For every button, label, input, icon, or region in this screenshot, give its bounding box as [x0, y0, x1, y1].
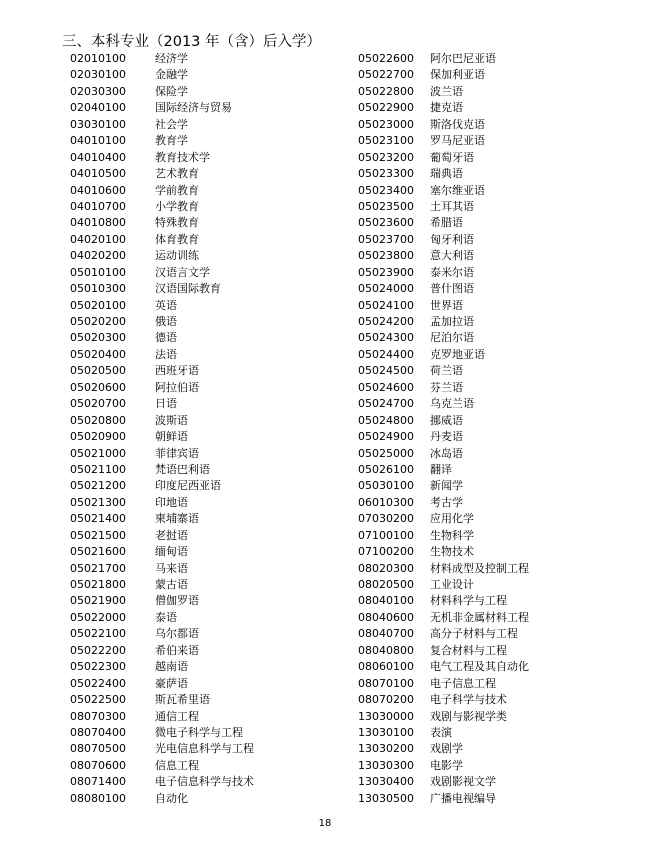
major-name: 梵语巴利语 [155, 462, 210, 476]
major-name: 意大利语 [430, 249, 474, 263]
major-name: 材料科学与工程 [430, 594, 507, 608]
major-name: 丹麦语 [430, 430, 463, 444]
major-name: 斯洛伐克语 [430, 117, 485, 131]
major-name: 法语 [155, 347, 177, 361]
major-name: 国际经济与贸易 [155, 101, 232, 115]
major-code: 08070300 [70, 709, 126, 723]
page-number: 18 [318, 818, 332, 829]
major-code: 05022300 [70, 660, 126, 674]
major-name: 马来语 [155, 561, 188, 575]
major-code: 05022600 [358, 52, 414, 65]
major-name: 考古学 [430, 495, 463, 509]
major-name: 表演 [430, 725, 452, 739]
major-name: 电子信息工程 [430, 676, 496, 690]
major-code: 05021600 [70, 545, 126, 559]
major-name: 希伯来语 [155, 643, 199, 657]
major-code: 05020900 [70, 430, 126, 444]
major-code: 05022200 [70, 643, 126, 657]
major-name: 电气工程及其自动化 [430, 660, 529, 674]
major-code: 05022800 [358, 84, 414, 98]
major-name: 西班牙语 [155, 364, 199, 378]
major-code: 05020800 [70, 413, 126, 427]
major-name: 老挝语 [155, 528, 188, 542]
major-name: 保险学 [155, 84, 188, 98]
major-code: 05024500 [358, 364, 414, 378]
major-code: 05010300 [70, 282, 126, 296]
major-code: 05024000 [358, 282, 414, 296]
major-code: 05022100 [70, 627, 126, 641]
major-name: 应用化学 [430, 512, 474, 526]
major-code: 08020300 [358, 561, 414, 575]
major-code: 04010700 [70, 199, 126, 213]
major-code: 05021100 [70, 462, 126, 476]
major-code: 08070500 [70, 742, 126, 756]
major-name: 戏剧影视文学 [430, 775, 496, 789]
major-code: 05024900 [358, 430, 414, 444]
major-name: 复合材料与工程 [430, 643, 507, 657]
major-name: 斯瓦希里语 [155, 693, 210, 707]
major-name: 电影学 [430, 758, 463, 772]
major-code: 05023800 [358, 249, 414, 263]
major-code: 05026100 [358, 462, 414, 476]
major-code: 05020200 [70, 315, 126, 328]
major-name: 缅甸语 [155, 545, 188, 559]
major-code: 04020200 [70, 249, 126, 263]
major-name: 柬埔寨语 [155, 512, 199, 526]
major-code: 07030200 [358, 512, 414, 526]
major-code: 13030000 [358, 709, 414, 723]
major-name: 信息工程 [155, 758, 199, 772]
major-name: 光电信息科学与工程 [155, 742, 254, 756]
major-code: 08070100 [358, 676, 414, 690]
major-code: 05024400 [358, 347, 414, 361]
major-name: 特殊教育 [155, 216, 199, 230]
major-code: 05024200 [358, 315, 414, 328]
major-code: 05023400 [358, 183, 414, 197]
major-code: 08060100 [358, 660, 414, 674]
major-code: 06010300 [358, 495, 414, 509]
major-name: 戏剧学 [430, 742, 463, 756]
major-name: 英语 [155, 298, 177, 312]
major-code: 04020100 [70, 232, 126, 246]
major-code: 05021700 [70, 561, 126, 575]
major-code: 04010400 [70, 150, 126, 164]
major-name: 土耳其语 [430, 199, 474, 213]
major-code: 05021300 [70, 495, 126, 509]
major-name: 阿拉伯语 [155, 380, 199, 394]
major-code: 08020500 [358, 578, 414, 591]
major-code: 02030300 [70, 84, 126, 98]
major-code: 05020500 [70, 364, 126, 378]
major-code: 05023600 [358, 216, 414, 230]
major-name: 广播电视编导 [430, 791, 496, 805]
major-name: 小学教育 [155, 199, 199, 213]
major-name: 高分子材料与工程 [430, 627, 518, 641]
major-name: 教育学 [155, 134, 188, 148]
major-code: 04010500 [70, 167, 126, 181]
major-code: 05021900 [70, 594, 126, 608]
major-code: 08070200 [358, 693, 414, 707]
major-code: 05024100 [358, 298, 414, 312]
major-name: 戏剧与影视学类 [430, 709, 507, 723]
major-code: 05024700 [358, 397, 414, 411]
major-code: 08070400 [70, 725, 126, 739]
major-name: 捷克语 [430, 101, 463, 115]
major-name: 泰语 [155, 610, 177, 624]
major-name: 保加利亚语 [430, 68, 485, 82]
major-code: 04010600 [70, 183, 126, 197]
major-code: 02030100 [70, 68, 126, 82]
major-name: 微电子科学与工程 [155, 725, 243, 739]
major-name: 僧伽罗语 [155, 594, 199, 608]
major-name: 工业设计 [430, 578, 474, 591]
major-code: 05030100 [358, 479, 414, 493]
major-code: 05023000 [358, 117, 414, 131]
major-name: 日语 [155, 397, 177, 411]
major-name: 俄语 [155, 315, 177, 328]
major-name: 蒙古语 [155, 578, 188, 591]
major-code: 13030300 [358, 758, 414, 772]
major-code: 08071400 [70, 775, 126, 789]
major-name: 塞尔维亚语 [430, 183, 485, 197]
major-name: 阿尔巴尼亚语 [430, 52, 496, 65]
major-name: 芬兰语 [430, 380, 463, 394]
major-name: 社会学 [155, 117, 188, 131]
major-code: 02010100 [70, 52, 126, 65]
major-code: 02040100 [70, 101, 126, 115]
major-code: 05020700 [70, 397, 126, 411]
major-name: 印地语 [155, 495, 188, 509]
major-name: 尼泊尔语 [430, 331, 474, 345]
major-code: 08080100 [70, 791, 126, 805]
major-name: 电子信息科学与技术 [155, 775, 254, 789]
major-name: 材料成型及控制工程 [430, 561, 529, 575]
major-name: 生物技术 [430, 545, 474, 559]
major-code: 08040700 [358, 627, 414, 641]
major-name: 瑞典语 [430, 167, 463, 181]
major-name: 金融学 [155, 68, 188, 82]
major-code: 08040100 [358, 594, 414, 608]
major-name: 泰米尔语 [430, 265, 474, 279]
major-code: 04010100 [70, 134, 126, 148]
major-name: 世界语 [430, 298, 463, 312]
major-code: 05023300 [358, 167, 414, 181]
major-code: 05021200 [70, 479, 126, 493]
major-name: 体育教育 [155, 232, 199, 246]
major-name: 学前教育 [155, 183, 199, 197]
major-name: 翻译 [430, 462, 452, 476]
major-code: 05022000 [70, 610, 126, 624]
major-code: 05022900 [358, 101, 414, 115]
major-name: 德语 [155, 331, 177, 345]
major-name: 越南语 [155, 660, 188, 674]
major-name: 葡萄牙语 [430, 150, 474, 164]
major-code: 08040800 [358, 643, 414, 657]
major-code: 05020400 [70, 347, 126, 361]
major-name: 无机非金属材料工程 [430, 610, 529, 624]
major-name: 荷兰语 [430, 364, 463, 378]
major-code: 05022700 [358, 68, 414, 82]
major-name: 波兰语 [430, 84, 463, 98]
major-code: 05020300 [70, 331, 126, 345]
major-name: 冰岛语 [430, 446, 463, 460]
major-name: 印度尼西亚语 [155, 479, 221, 493]
major-name: 乌尔都语 [155, 627, 199, 641]
major-name: 生物科学 [430, 528, 474, 542]
major-name: 乌克兰语 [430, 397, 474, 411]
major-code: 08070600 [70, 758, 126, 772]
major-code: 05020100 [70, 298, 126, 312]
major-name: 教育技术学 [155, 150, 210, 164]
major-code: 05022400 [70, 676, 126, 690]
major-name: 经济学 [155, 52, 188, 65]
major-code: 13030200 [358, 742, 414, 756]
major-code: 05024800 [358, 413, 414, 427]
major-name: 克罗地亚语 [430, 347, 485, 361]
major-name: 通信工程 [155, 709, 199, 723]
major-code: 13030400 [358, 775, 414, 789]
major-code: 13030100 [358, 725, 414, 739]
major-name: 普什图语 [430, 282, 474, 296]
major-name: 希腊语 [430, 216, 463, 230]
major-code: 05021500 [70, 528, 126, 542]
major-code: 05021400 [70, 512, 126, 526]
major-name: 自动化 [155, 791, 188, 805]
major-name: 汉语国际教育 [155, 282, 221, 296]
major-code: 05022500 [70, 693, 126, 707]
major-code: 05024300 [358, 331, 414, 345]
section-heading: 三、本科专业（2013 年（含）后入学） [62, 34, 322, 50]
major-code: 05023500 [358, 199, 414, 213]
major-code: 05020600 [70, 380, 126, 394]
major-code: 08040600 [358, 610, 414, 624]
major-name: 运动训练 [155, 249, 199, 263]
major-name: 新闻学 [430, 479, 463, 493]
major-code: 03030100 [70, 117, 126, 131]
major-name: 豪萨语 [155, 676, 188, 690]
major-code: 05021800 [70, 578, 126, 591]
major-name: 波斯语 [155, 413, 188, 427]
major-name: 汉语言文学 [155, 265, 210, 279]
major-code: 07100200 [358, 545, 414, 559]
major-code: 05023200 [358, 150, 414, 164]
major-code: 04010800 [70, 216, 126, 230]
major-code: 05010100 [70, 265, 126, 279]
major-name: 罗马尼亚语 [430, 134, 485, 148]
major-code: 05025000 [358, 446, 414, 460]
major-name: 朝鲜语 [155, 430, 188, 444]
major-code: 13030500 [358, 791, 414, 805]
major-name: 艺术教育 [155, 167, 199, 181]
major-code: 07100100 [358, 528, 414, 542]
major-code: 05023100 [358, 134, 414, 148]
major-name: 菲律宾语 [155, 446, 199, 460]
major-code: 05023900 [358, 265, 414, 279]
major-code: 05024600 [358, 380, 414, 394]
major-code: 05023700 [358, 232, 414, 246]
major-code: 05021000 [70, 446, 126, 460]
major-name: 匈牙利语 [430, 232, 474, 246]
major-name: 电子科学与技术 [430, 693, 507, 707]
major-name: 孟加拉语 [430, 315, 474, 328]
major-name: 挪威语 [430, 413, 463, 427]
